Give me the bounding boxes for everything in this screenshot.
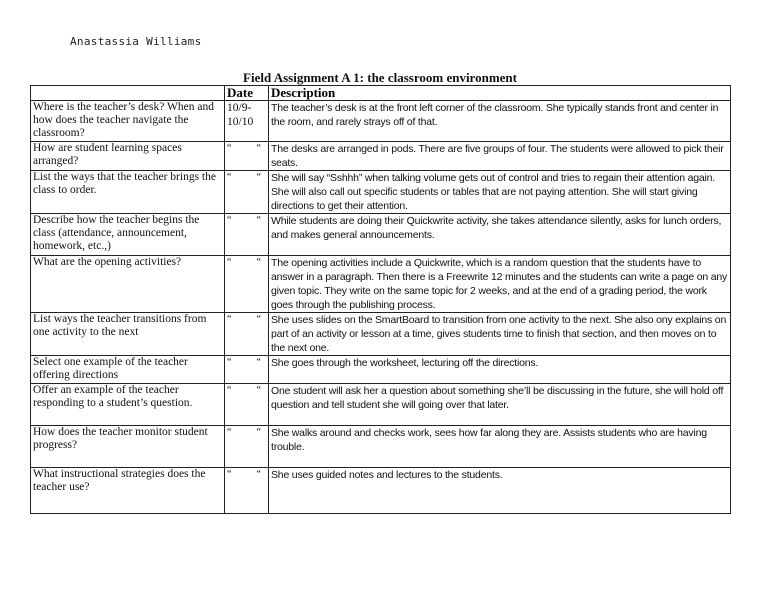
ditto-mark: “ xyxy=(256,172,261,183)
ditto-mark: “ xyxy=(227,385,232,396)
row-date-ditto xyxy=(225,426,269,468)
row-question: List ways the teacher transitions from one activity to the next xyxy=(31,313,225,356)
ditto-mark: “ xyxy=(256,385,261,396)
table-row xyxy=(31,256,731,313)
row-question: How does the teacher monitor student progress? xyxy=(31,426,225,468)
ditto-mark: “ xyxy=(227,257,232,268)
row-date-ditto xyxy=(225,256,269,313)
row-question: Select one example of the teacher offering directions xyxy=(31,356,225,384)
row-question: List the ways that the teacher brings the class to order. xyxy=(31,171,225,214)
table-row xyxy=(31,142,731,171)
row-description: While students are doing their Quickwrite activity, she takes attendance silently, asks for lunch orders, and makes general announcements. xyxy=(269,214,731,256)
row-question: Where is the teacher’s desk? When and how does the teacher navigate the classroom? xyxy=(31,101,225,142)
row-description: She walks around and checks work, sees how far along they are. Assists students who are having trouble. xyxy=(269,426,731,468)
ditto-mark: “ xyxy=(227,427,232,438)
row-date-ditto xyxy=(225,468,269,514)
header-date: Date xyxy=(225,86,269,101)
row-description: The desks are arranged in pods. There are five groups of four. The students were allowed to pick their seats. xyxy=(269,142,731,171)
row-description: One student will ask her a question about something she’ll be discussing in the future, she will hold off question and tell student she will going over that later. xyxy=(269,384,731,426)
row-date-end: 10/10 xyxy=(227,116,254,128)
ditto-mark: “ xyxy=(227,469,232,480)
ditto-mark: “ xyxy=(256,357,261,368)
row-date-ditto xyxy=(225,214,269,256)
ditto-mark: “ xyxy=(227,314,232,325)
table-row xyxy=(31,468,731,514)
row-date-ditto xyxy=(225,171,269,214)
row-date xyxy=(225,101,269,142)
document-title: Field Assignment A 1: the classroom environment xyxy=(243,70,517,85)
ditto-mark: “ xyxy=(256,469,261,480)
ditto-mark: “ xyxy=(256,257,261,268)
row-date-ditto xyxy=(225,384,269,426)
table-row xyxy=(31,101,731,142)
row-question: What instructional strategies does the teacher use? xyxy=(31,468,225,514)
table-row xyxy=(31,356,731,384)
author-name: Anastassia Williams xyxy=(70,35,202,48)
table-header-row xyxy=(31,86,731,101)
row-date-ditto xyxy=(225,356,269,384)
row-date-ditto xyxy=(225,142,269,171)
row-description: She goes through the worksheet, lecturing off the directions. xyxy=(269,356,731,384)
table-row xyxy=(31,214,731,256)
ditto-mark: “ xyxy=(256,314,261,325)
ditto-mark: “ xyxy=(227,215,232,226)
header-description: Description xyxy=(269,86,731,101)
ditto-mark: “ xyxy=(256,143,261,154)
row-description: The opening activities include a Quickwrite, which is a random question that the students have to answer in a paragraph. Then there is a Freewrite 12 minutes and the students can write a page on any given topic. They write on the same topic for 2 weeks, and at the end of a grading period, the work goes through the publishing process. xyxy=(269,256,731,313)
table-row xyxy=(31,426,731,468)
row-question: What are the opening activities? xyxy=(31,256,225,313)
ditto-mark: “ xyxy=(227,357,232,368)
row-description: The teacher’s desk is at the front left corner of the classroom. She typically stands front and center in the room, and rarely strays off of that. xyxy=(269,101,731,142)
header-question xyxy=(31,86,225,101)
assignment-table xyxy=(30,85,731,514)
ditto-mark: “ xyxy=(256,427,261,438)
row-description: She uses guided notes and lectures to the students. xyxy=(269,468,731,514)
row-question: Offer an example of the teacher responding to a student’s question. xyxy=(31,384,225,426)
row-date-start: 10/9- xyxy=(227,102,252,114)
table-row xyxy=(31,313,731,356)
row-question: Describe how the teacher begins the class (attendance, announcement, homework, etc.,) xyxy=(31,214,225,256)
ditto-mark: “ xyxy=(227,143,232,154)
row-description: She will say “Sshhh” when talking volume gets out of control and tries to regain their attention again. She will also call out specific students or tables that are not paying attention. She will start giving directions to get their attention. xyxy=(269,171,731,214)
row-date-ditto xyxy=(225,313,269,356)
ditto-mark: “ xyxy=(227,172,232,183)
row-description: She uses slides on the SmartBoard to transition from one activity to the next. She also ony explains on part of an activity or lesson at a time, gives students time to finish that section, and then moves on to the next one. xyxy=(269,313,731,356)
table-row xyxy=(31,384,731,426)
table-row xyxy=(31,171,731,214)
ditto-mark: “ xyxy=(256,215,261,226)
row-question: How are student learning spaces arranged? xyxy=(31,142,225,171)
